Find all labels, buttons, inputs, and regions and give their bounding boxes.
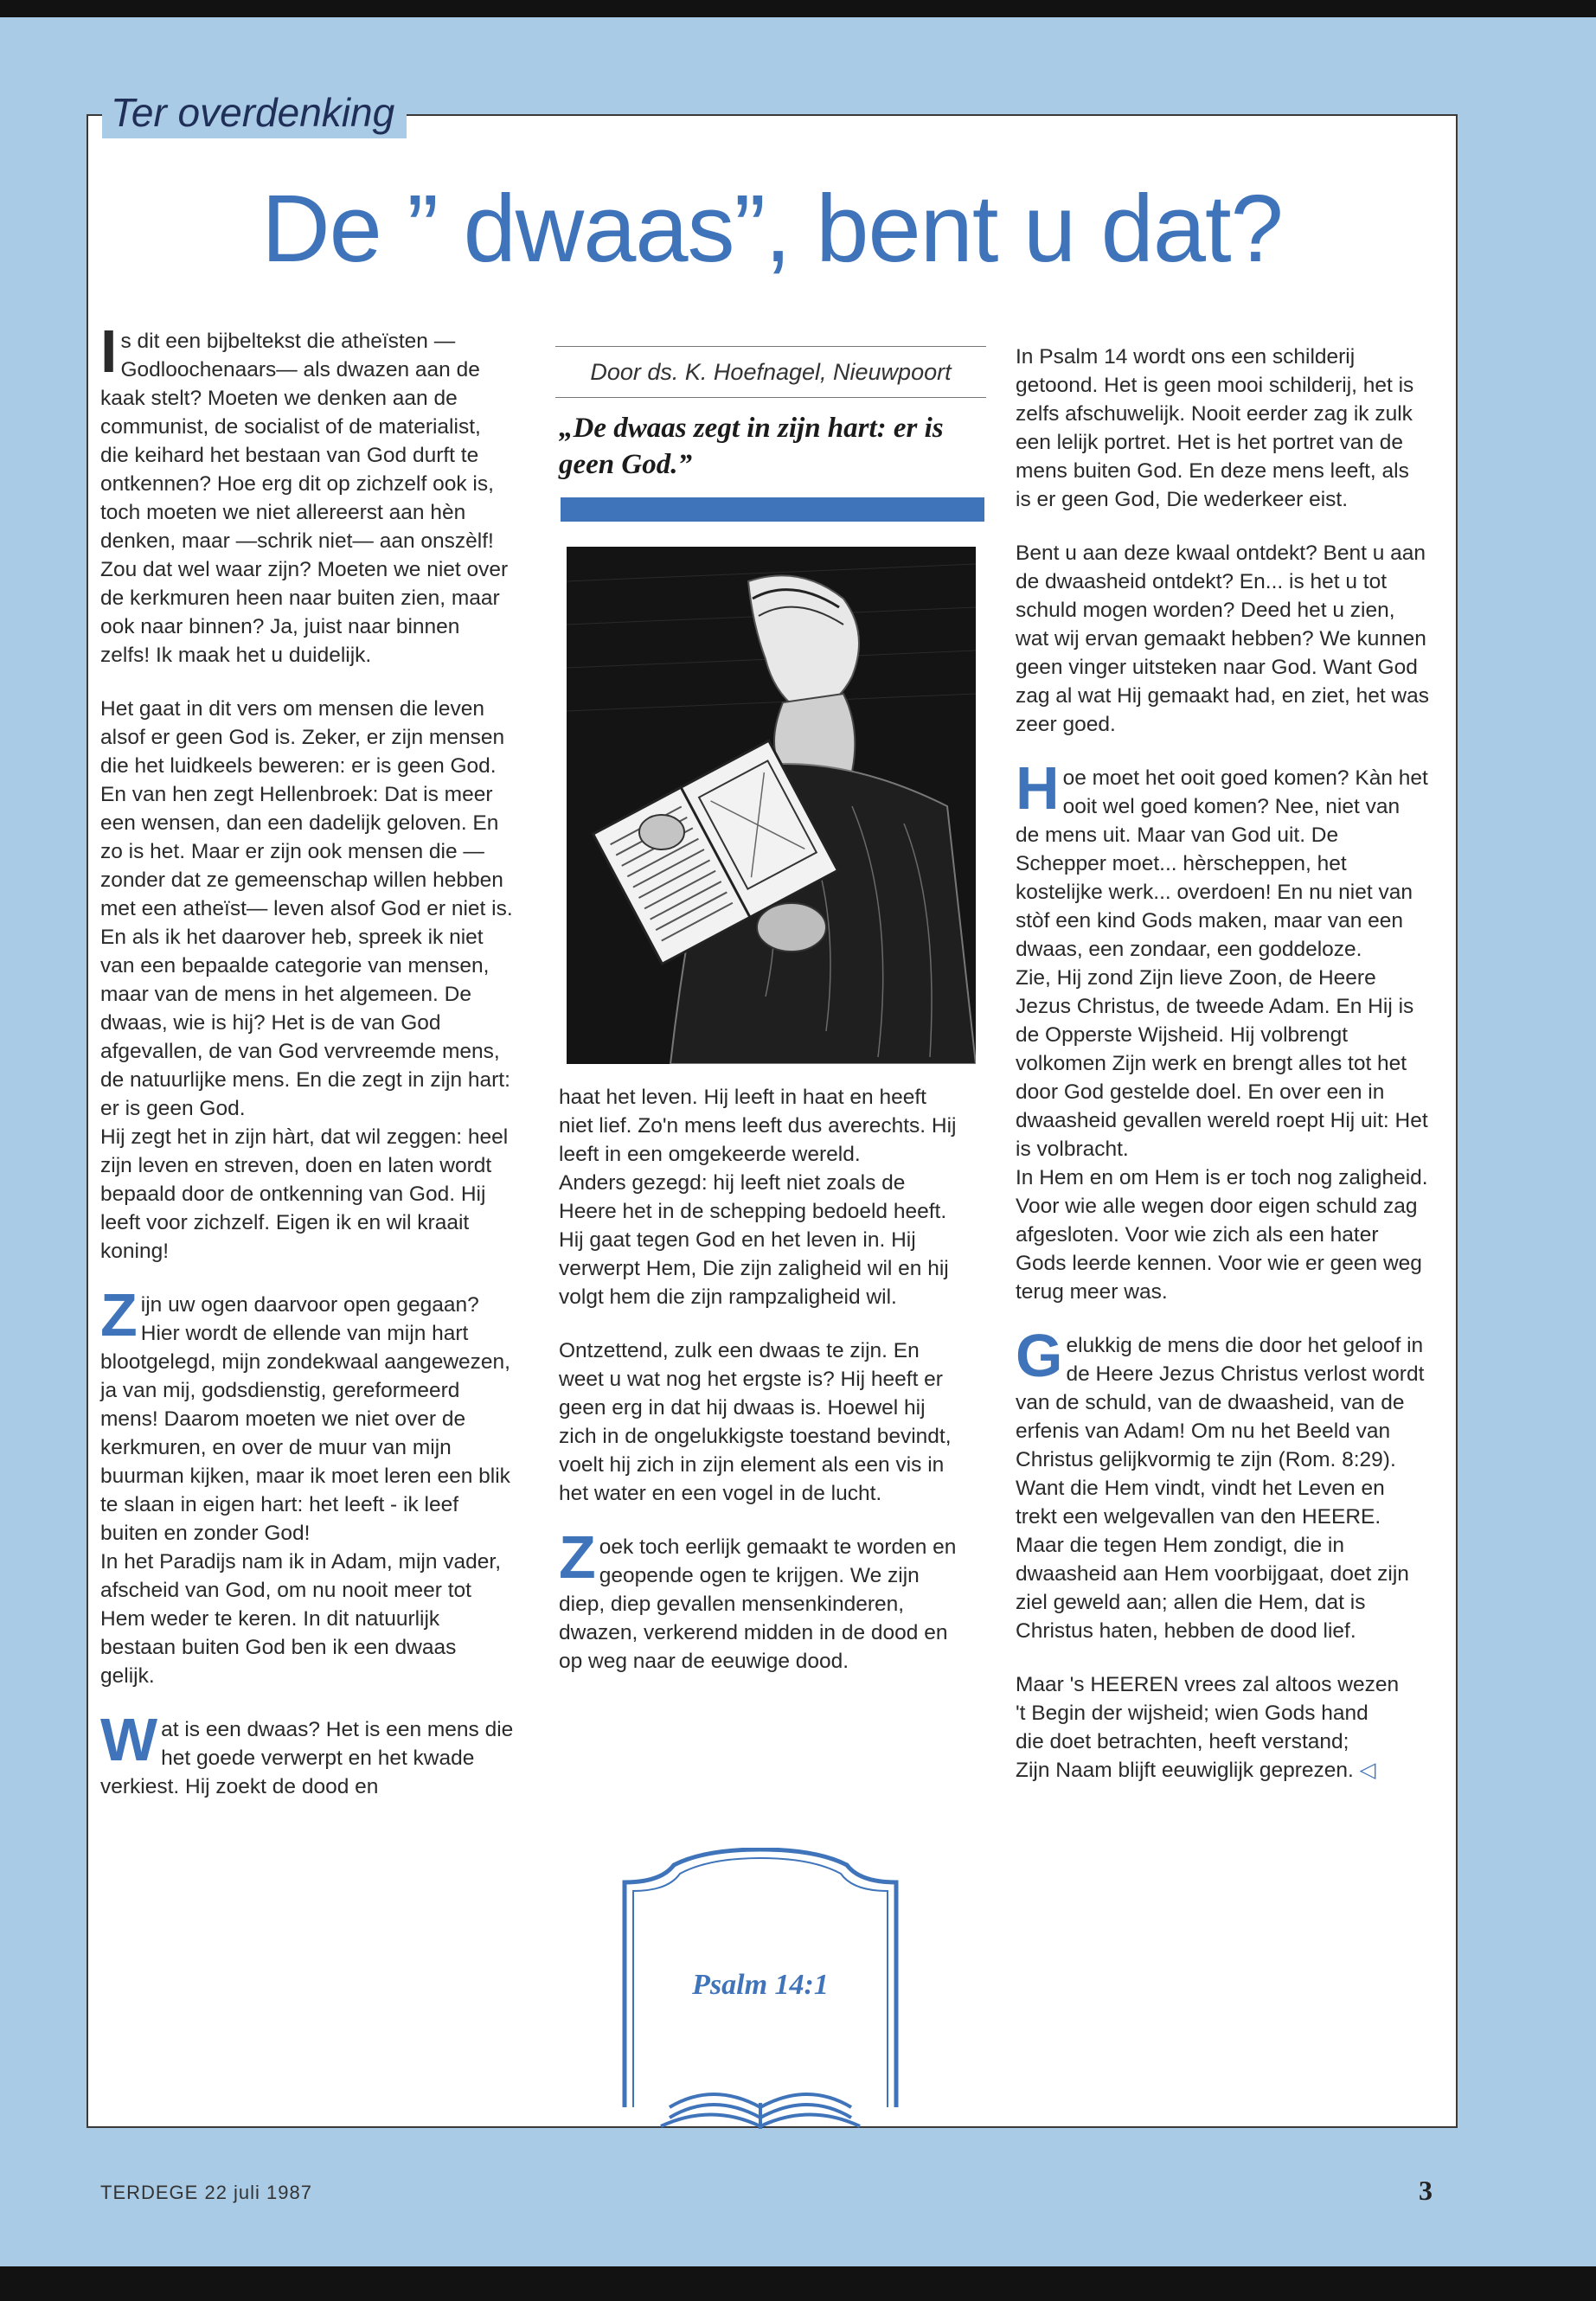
paragraph: In het Paradijs nam ik in Adam, mijn vader, afscheid van God, om nu nooit meer tot Hem weder te keren. In dit natuurlijk bestaan buiten God ben ik een dwaas gelijk. (100, 1550, 501, 1688)
verse-line: 't Begin der wijsheid; wien Gods hand (1016, 1702, 1368, 1725)
paragraph: Anders gezegd: hij leeft niet zoals de Heere het in de schepping bedoeld heeft. Hij gaat tegen God en het leven in. Hij verwerpt Hem, Die zijn zaligheid wil en hij volgt hem die zijn rampzaligheid wil. (559, 1171, 949, 1309)
verse-line: die doet betrachten, heeft verstand; (1016, 1730, 1349, 1753)
paragraph-text: oek toch eerlijk gemaakt te worden en geopende ogen te krijgen. We zijn diep, diep gevallen mensenkinderen, dwazen, verkerend midden in de dood en op weg naar de eeuwige dood. (559, 1535, 957, 1673)
article-title: De ” dwaas”, bent u dat? (261, 176, 1283, 282)
paragraph: haat het leven. Hij leeft in haat en heeft niet lief. Zo'n mens leeft dus averechts. Hij leeft in een omgekeerde wereld. (559, 1086, 957, 1166)
paragraph: En als ik het daarover heb, spreek ik niet van een bepaalde categorie van mensen, maar van de mens in het algemeen. De dwaas, wie is hij? Het is de van God afgevallen, de van God vervreemde mens, de natuurlijke mens. En die zegt in zijn hart: er is geen God. (100, 926, 510, 1120)
paragraph-text: oe moet het ooit goed komen? Kàn het ooit wel goed komen? Nee, niet van de mens uit. Maar van God uit. De Schepper moet... hèrscheppen, het kostelijke werk... overdoen! En nu niet van stòf een kind Gods maken, maar van een dwaas, een zondaar, een goddeloze. (1016, 766, 1428, 961)
paragraph: Ontzettend, zulk een dwaas te zijn. En weet u wat nog het ergste is? Hij heeft er geen erg in dat hij dwaas is. Hoewel hij zich in de ongelukkigste toestand bevindt, voelt hij zich in zijn element als een vis in het water en een vogel in de lucht. (559, 1339, 952, 1505)
paragraph: Hij zegt het in zijn hàrt, dat wil zeggen: heel zijn leven en streven, doen en laten wordt bepaald door de ontkenning van God. Hij leeft voor zichzelf. Eigen ik en wil kraait koning! (100, 1125, 509, 1263)
paragraph (100, 1281, 514, 1548)
paragraph-text: at is een dwaas? Het is een mens die het goede verwerpt en het kwade verkiest. Hij zoekt de dood en (100, 1718, 514, 1798)
drop-cap: W (100, 1706, 158, 1773)
drop-cap: I (100, 317, 118, 385)
drop-cap: Z (100, 1281, 138, 1349)
top-border (0, 0, 1596, 17)
paragraph-text: ijn uw ogen daarvoor open gegaan? Hier wordt de ellende van mijn hart blootgelegd, mijn zondekwaal aangewezen, ja van mij, godsdienstig, gereformeerd mens! Daarom moeten we niet over de kerkmuren, en over de muur van mijn buurman kijken, maar ik moet leren een blik te slaan in eigen hart: het leeft - ik leef buiten en zonder God! (100, 1293, 510, 1545)
paragraph (559, 1523, 957, 1676)
drop-cap: H (1016, 754, 1060, 822)
section-kicker: Ter overdenking (102, 87, 407, 138)
publication-footer: TERDEGE 22 juli 1987 (100, 2182, 312, 2203)
paragraph-text: elukkig de mens die door het geloof in de Heere Jezus Christus verlost wordt van de schuld, van de dwaasheid, van de erfenis van Adam! Om nu het Beeld van Christus gelijkvormig te zijn (Rom. 8:29). Want die Hem vindt, vindt het Leven en trekt een welgevallen van den HEERE. Maar die tegen Hem zondigt, die in dwaasheid aan Hem voorbijgaat, doet zijn ziel geweld aan; allen die Hem, dat is Christus haten, hebben de dood lief. (1016, 1334, 1425, 1643)
column-2 (559, 1083, 957, 1701)
paragraph: Bent u aan deze kwaal ontdekt? Bent u aan de dwaasheid ontdekt? En... is het u tot schuld mogen worden? Deed het u zien, wat wij ervan gemaakt hebben? We kunnen geen vinger uitsteken naar God. Want God zag al wat Hij gemaakt had, en ziet, het was zeer goed. (1016, 542, 1430, 736)
paragraph: Het gaat in dit vers om mensen die leven alsof er geen God is. Zeker, er zijn mensen die het luidkeels beweren: er is geen God. En van hen zegt Hellenbroek: Dat is meer een wensen, dan een dadelijk geloven. En zo is het. Maar er zijn ook mensen die —zonder dat ze gemeenschap willen hebben met een atheïst— leven alsof God er niet is. (100, 697, 513, 920)
paragraph-text: s dit een bijbeltekst die atheïsten —Godloochenaars— als dwazen aan de kaak stelt? Moeten we denken aan de communist, de socialist of de materialist, die keihard het bestaan van God durft te ontkennen? Hoe erg dit op zichzelf ook is, toch moeten we niet allereerst aan hèn denken, maar —schrik niet— aan onszèlf! (100, 330, 494, 553)
accent-bar (561, 497, 984, 522)
verse-line: Maar 's HEEREN vrees zal altoos wezen (1016, 1673, 1400, 1696)
reading-man-illustration (567, 547, 976, 1064)
paragraph: In Hem en om Hem is er toch nog zaligheid. Voor wie alle wegen door eigen schuld zag afgesloten. Voor wie zich als een hater Gods leerde kennen. Voor wie er geen weg terug meer was. (1016, 1166, 1428, 1304)
byline: Door ds. K. Hoefnagel, Nieuwpoort (555, 346, 986, 398)
paragraph (1016, 1322, 1429, 1645)
verse-line: Zijn Naam blijft eeuwiglijk geprezen. ◁ (1016, 1759, 1376, 1782)
page-number: 3 (1419, 2175, 1433, 2206)
drop-cap: G (1016, 1322, 1063, 1389)
paragraph (1016, 754, 1429, 964)
pull-quote: „De dwaas zegt in zijn hart: er is geen God.” (559, 413, 944, 480)
psalm-verse (1016, 1670, 1429, 1785)
bottom-border (0, 2266, 1596, 2301)
paragraph (100, 1706, 514, 1801)
column-1 (100, 317, 514, 1801)
open-book-icon (661, 2094, 860, 2129)
paragraph: In Psalm 14 wordt ons een schilderij getoond. Het is geen mooi schilderij, het is zelfs afschuwelijk. Nooit eerder zag ik zulk een lelijk portret. Het is het portret van de mens buiten God. En deze mens leeft, als is er geen God, Die wederkeer eist. (1016, 345, 1414, 511)
paragraph (100, 317, 514, 555)
drop-cap: Z (559, 1523, 596, 1591)
paragraph: Zou dat wel waar zijn? Moeten we niet over de kerkmuren heen naar buiten zien, maar ook naar binnen? Ja, juist naar binnen zelfs! Ik maak het u duidelijk. (100, 558, 509, 667)
end-mark-icon: ◁ (1359, 1759, 1376, 1782)
paragraph: Zie, Hij zond Zijn lieve Zoon, de Heere Jezus Christus, de tweede Adam. En Hij is de Opperste Wijsheid. Hij volbrengt volkomen Zijn werk en brengt alles tot het door God gestelde doel. En over een in dwaasheid gevallen wereld roept Hij uit: Het is volbracht. (1016, 966, 1428, 1161)
psalm-reference: Psalm 14:1 (692, 1969, 829, 2001)
column-3 (1016, 343, 1429, 1785)
